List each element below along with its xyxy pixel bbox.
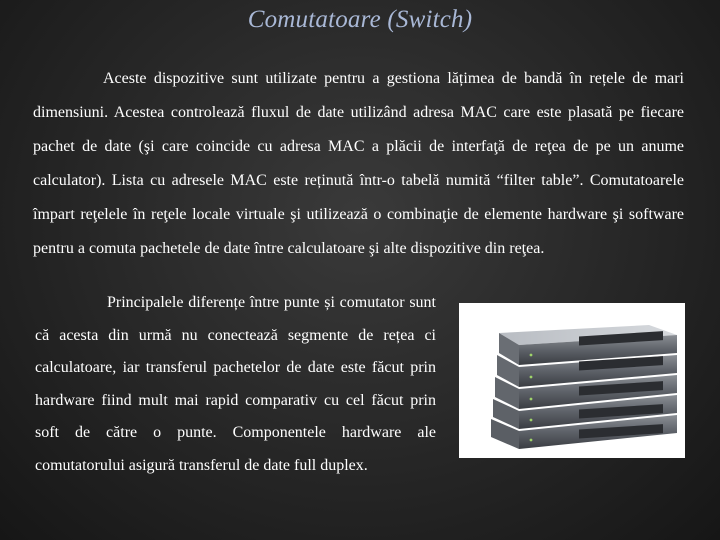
switch-stack-illustration [459, 303, 685, 458]
paragraph-bridge-vs-switch [35, 287, 436, 482]
switch-stack-photo [459, 303, 685, 458]
slide-title: Comutatoare (Switch) [247, 6, 473, 33]
paragraph-2-text: Principalele diferențe între punte și comutator sunt că acesta din urmă nu conectează segmente de rețea ci calculatoare, iar transferul pachetelor de date este făcut prin hardware fiind mult mai rapid comparativ cu cel făcut prin soft de către o punte. Componentele hardware ale comutatorului asigură transferul de date full duplex. [35, 294, 436, 474]
paragraph-1-text: Aceste dispozitive sunt utilizate pentru a gestiona lățimea de bandă în rețele de mari dimensiuni. Acestea controlează fluxul de date utilizând adresa MAC care este plasată pe fiecare pachet de date (şi care coincide cu adresa MAC a plăcii de interfaţă de reţea de pe un anume calculator). Lista cu adresele MAC este reținută într-o tabelă numită “filter table”. Comutatoarele împart reţelele în reţele locale virtuale şi utilizează o combinaţie de elemente hardware şi software pentru a comuta pachetele de date între calculatoare şi alte dispozitive din reţea. [33, 70, 684, 257]
paragraph-switch-description [33, 62, 684, 266]
